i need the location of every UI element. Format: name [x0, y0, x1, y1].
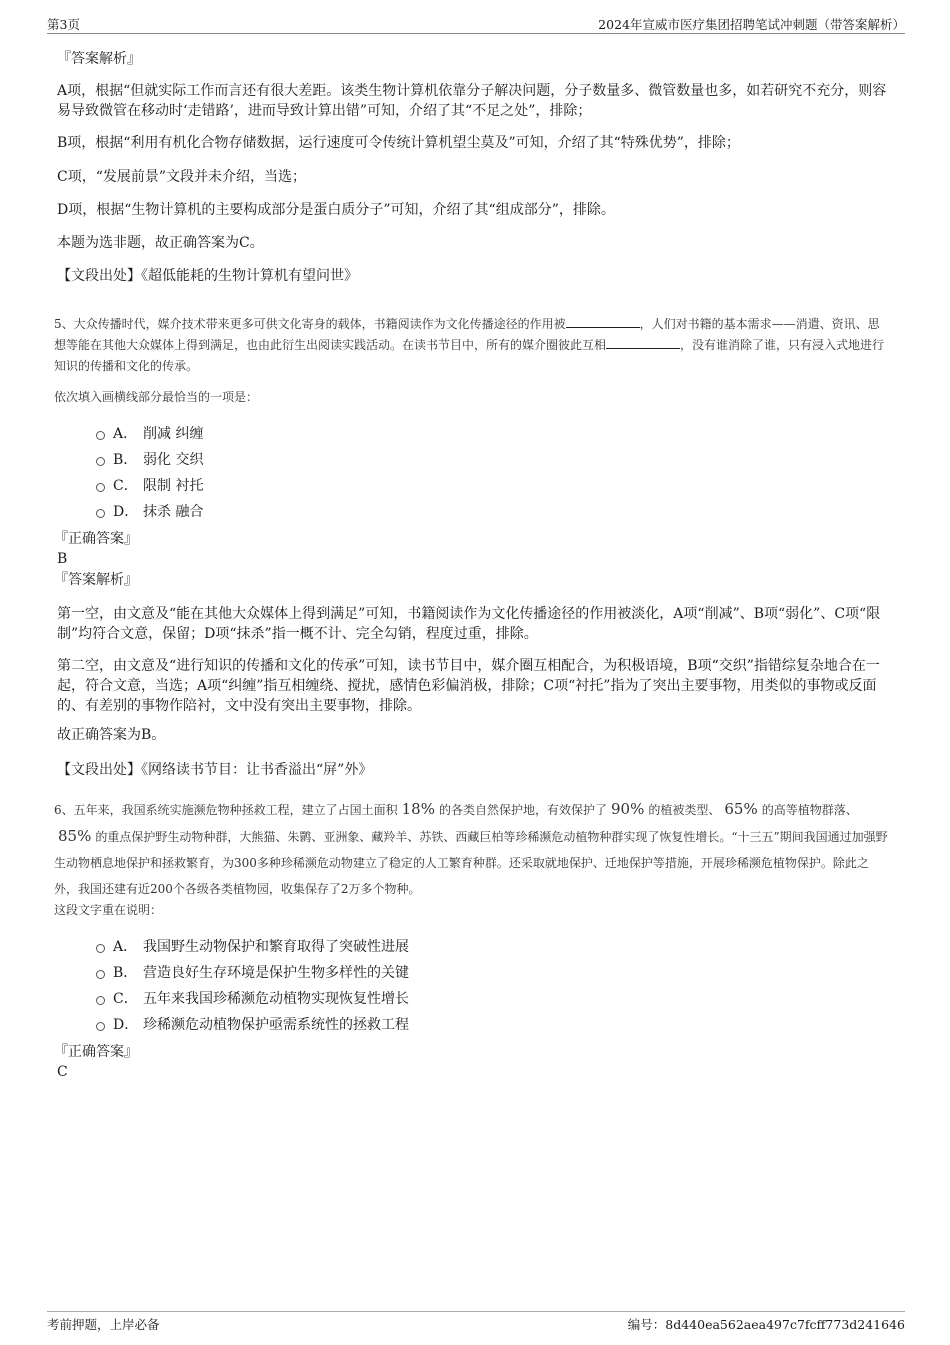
radio-icon[interactable]: [96, 509, 105, 518]
radio-icon[interactable]: [96, 483, 105, 492]
q6-instruction: 这段文字重在说明：: [54, 903, 163, 917]
q4-source: 【文段出处】《超低能耗的生物计算机有望问世》: [57, 268, 358, 284]
q5-answer-label: 『正确答案』: [54, 531, 138, 547]
page-footer: [47, 1311, 905, 1334]
q5-stem: 5、大众传播时代，媒介技术带来更多可供文化寄身的载体，书籍阅读作为文化传播途径的作用被 ，人们对书籍的基本需求——消遣、资讯、思想等能在其他大众媒体上得到满足，也由此衍生出阅读实践活动。在读书节目中，所有的媒介圈彼此互相 ，没有谁消除了谁，只有浸入式地进行知识的传播和文化的传承。: [54, 317, 885, 373]
q4-conclusion: 本题为选非题，故正确答案为C。: [57, 235, 264, 251]
q4-analysis-c: C项，“发展前景”文段并未介绍，当选；: [57, 169, 307, 185]
q5-source: 【文段出处】《网络读书节目：让书香溢出“屏”外》: [57, 762, 373, 778]
q6-option-c[interactable]: C． 五年来我国珍稀濒危动植物实现恢复性增长: [96, 989, 409, 1009]
q5-option-b[interactable]: B． 弱化 交织: [96, 450, 203, 470]
q5-instruction: 依次填入画横线部分最恰当的一项是：: [54, 390, 259, 404]
q5-option-a[interactable]: A． 削减 纠缠: [96, 424, 203, 444]
radio-icon[interactable]: [96, 970, 105, 979]
radio-icon[interactable]: [96, 996, 105, 1005]
q6-option-d[interactable]: D． 珍稀濒危动植物保护亟需系统性的拯救工程: [96, 1015, 409, 1035]
q5-option-c[interactable]: C． 限制 衬托: [96, 476, 203, 496]
fill-blank-2: [606, 336, 680, 349]
footer-serial: 编号：8d440ea562aea497c7fcff773d241646: [627, 1317, 905, 1332]
radio-icon[interactable]: [96, 457, 105, 466]
q5-analysis-2: 第二空，由文意及“进行知识的传播和文化的传承”可知，读书节目中，媒介圈互相配合，为积极语境，B项“交织”指错综复杂地合在一起，符合文意，当选；A项“纠缠”指互相缠绕、搅扰，感情色彩偏消极，排除；C项“衬托”指为了突出主要事物，用类似的事物或反面的、有差别的事物作陪衬，文中没有突出主要事物，排除。: [57, 658, 880, 714]
q5-analysis-1: 第一空，由文意及“能在其他大众媒体上得到满足”可知，书籍阅读作为文化传播途径的作用被淡化，A项“削减”、B项“弱化”、C项“限制”均符合文意，保留；D项“抹杀”指一概不计、完全勾销，程度过重，排除。: [57, 606, 881, 642]
q4-analysis-label: 『答案解析』: [57, 51, 141, 67]
page-header: [47, 13, 905, 34]
radio-icon[interactable]: [96, 1022, 105, 1031]
q6-answer-label: 『正确答案』: [54, 1044, 138, 1060]
q6-answer: C: [57, 1064, 68, 1080]
page-number: 第3页: [47, 17, 80, 32]
q5-answer: B: [57, 551, 68, 567]
q4-analysis-b: B项，根据“利用有机化合物存储数据，运行速度可令传统计算机望尘莫及”可知，介绍了其“特殊优势”，排除；: [57, 135, 740, 151]
q6-option-a[interactable]: A． 我国野生动物保护和繁育取得了突破性进展: [96, 937, 409, 957]
q5-option-d[interactable]: D． 抹杀 融合: [96, 502, 203, 522]
q4-analysis-d: D项，根据“生物计算机的主要构成部分是蛋白质分子”可知，介绍了其“组成部分”，排除。: [57, 202, 615, 218]
footer-slogan: 考前押题，上岸必备: [47, 1317, 160, 1332]
document-title: 2024年宣威市医疗集团招聘笔试冲刺题（带答案解析）: [598, 17, 905, 32]
radio-icon[interactable]: [96, 431, 105, 440]
q6-option-b[interactable]: B． 营造良好生存环境是保护生物多样性的关键: [96, 963, 409, 983]
q4-analysis-a: A项，根据“但就实际工作而言还有很大差距。该类生物计算机依靠分子解决问题，分子数量多、微管数量也多，如若研究不充分，则容易导致微管在移动时‘走错路’，进而导致计算出错”可知，介绍了其“不足之处”，排除；: [57, 83, 887, 119]
q6-stem: 6、五年来，我国系统实施濒危物种拯救工程，建立了占国土面积 18% 的各类自然保护地，有效保护了 90% 的植被类型、 65% 的高等植物群落、85% 的重点保护野生动物种群，大熊猫、朱鹮、亚洲象、藏羚羊、苏铁、西藏巨柏等珍稀濒危动植物种群实现了恢复性增长。“十三五”期间我国通过加强野生动物栖息地保护和拯救繁育，为300多种珍稀濒危动物建立了稳定的人工繁育种群。还采取就地保护、迁地保护等措施，开展珍稀濒危植物保护。除此之外，我国还建有近200个各级各类植物园，收集保存了2万多个物种。: [54, 800, 888, 896]
radio-icon[interactable]: [96, 944, 105, 953]
q5-conclusion: 故正确答案为B。: [57, 727, 166, 743]
fill-blank-1: [566, 315, 640, 328]
q5-analysis-label: 『答案解析』: [54, 572, 138, 588]
